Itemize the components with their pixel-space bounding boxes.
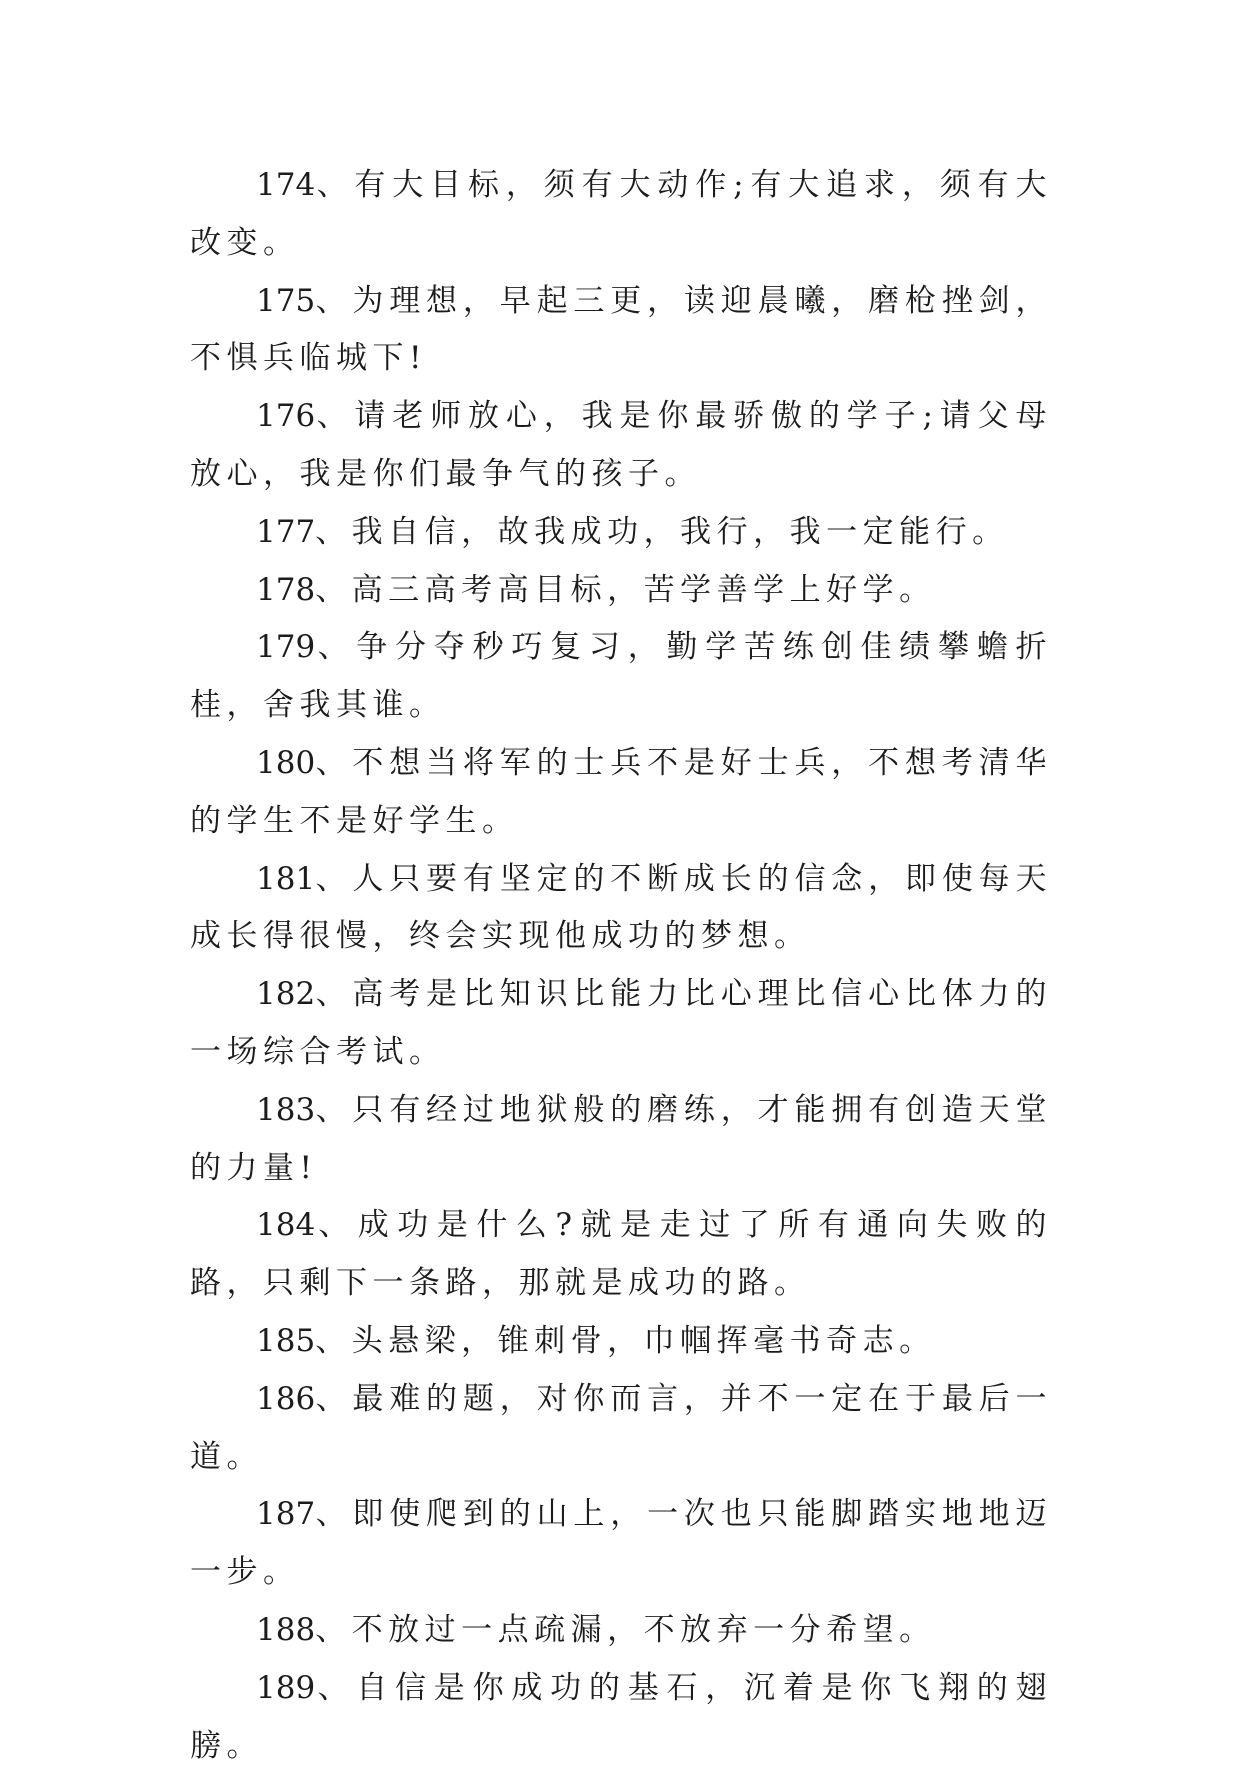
item-text: 高考是比知识比能力比心理比信心比体力的一场综合考试。 (190, 976, 1053, 1070)
document-body (190, 157, 1052, 1775)
item-number: 185 (256, 1322, 316, 1359)
item-text: 我自信，故我成功，我行，我一定能行。 (351, 513, 1009, 550)
list-item (190, 966, 1052, 1082)
item-separator: 、 (315, 1322, 352, 1359)
item-separator: 、 (315, 1380, 353, 1417)
item-number: 187 (256, 1496, 316, 1533)
item-separator: 、 (315, 1496, 353, 1533)
item-number: 175 (256, 282, 316, 319)
list-item (190, 388, 1052, 504)
list-item (190, 1197, 1052, 1313)
item-number: 182 (256, 976, 316, 1013)
item-text: 成功是什么?就是走过了所有通向失败的路，只剩下一条路，那就是成功的路。 (190, 1207, 1052, 1302)
item-separator: 、 (315, 860, 353, 897)
item-number: 180 (256, 744, 316, 781)
item-separator: 、 (315, 571, 352, 608)
item-separator: 、 (315, 282, 353, 319)
item-text: 为理想，早起三更，读迎晨曦，磨枪挫剑，不惧兵临城下! (190, 282, 1053, 377)
list-item (190, 1602, 1052, 1660)
item-separator: 、 (315, 976, 353, 1013)
item-text: 只有经过地狱般的磨练，才能拥有创造天堂的力量! (190, 1091, 1053, 1186)
item-text: 人只要有坚定的不断成长的信念，即使每天成长得很慢，终会实现他成功的梦想。 (190, 860, 1053, 955)
item-separator: 、 (315, 1207, 358, 1244)
list-item (190, 1313, 1052, 1371)
item-number: 176 (256, 398, 316, 435)
list-item (190, 619, 1052, 735)
item-number: 178 (256, 571, 316, 608)
list-item (190, 273, 1052, 389)
item-number: 183 (256, 1091, 316, 1128)
item-separator: 、 (315, 398, 355, 435)
item-text: 请老师放心，我是你最骄傲的学子;请父母放心，我是你们最争气的孩子。 (190, 398, 1053, 492)
item-text: 头悬梁，锥刺骨，巾帼挥毫书奇志。 (351, 1322, 936, 1359)
item-number: 181 (256, 860, 316, 897)
item-text: 高三高考高目标，苦学善学上好学。 (351, 571, 936, 608)
item-text: 不放过一点疏漏，不放弃一分希望。 (351, 1611, 936, 1648)
item-number: 188 (256, 1611, 316, 1648)
list-item (190, 1082, 1052, 1198)
item-number: 177 (256, 513, 316, 550)
item-separator: 、 (315, 1669, 357, 1706)
item-number: 186 (256, 1380, 316, 1417)
item-separator: 、 (315, 513, 352, 550)
item-text: 最难的题，对你而言，并不一定在于最后一道。 (190, 1380, 1053, 1475)
list-item (190, 1660, 1052, 1775)
list-item (190, 157, 1052, 273)
list-item (190, 1371, 1052, 1487)
item-text: 不想当将军的士兵不是好士兵，不想考清华的学生不是好学生。 (190, 744, 1053, 839)
item-separator: 、 (315, 1091, 353, 1128)
list-item (190, 735, 1052, 851)
item-separator: 、 (315, 1611, 352, 1648)
item-separator: 、 (315, 167, 355, 203)
item-separator: 、 (315, 744, 353, 781)
item-number: 174 (256, 167, 316, 203)
item-text: 即使爬到的山上，一次也只能脚踏实地地迈一步。 (190, 1496, 1053, 1591)
list-item (190, 562, 1052, 620)
item-number: 189 (256, 1669, 316, 1706)
item-separator: 、 (315, 629, 357, 666)
item-text: 有大目标，须有大动作;有大追求，须有大改变。 (190, 167, 1053, 261)
item-number: 179 (256, 629, 316, 666)
item-number: 184 (256, 1207, 316, 1244)
list-item (190, 504, 1052, 562)
item-text: 自信是你成功的基石，沉着是你飞翔的翅膀。 (190, 1669, 1052, 1764)
list-item (190, 851, 1052, 967)
list-item (190, 1486, 1052, 1602)
item-text: 争分夺秒巧复习，勤学苦练创佳绩攀蟾折桂，舍我其谁。 (190, 629, 1052, 724)
